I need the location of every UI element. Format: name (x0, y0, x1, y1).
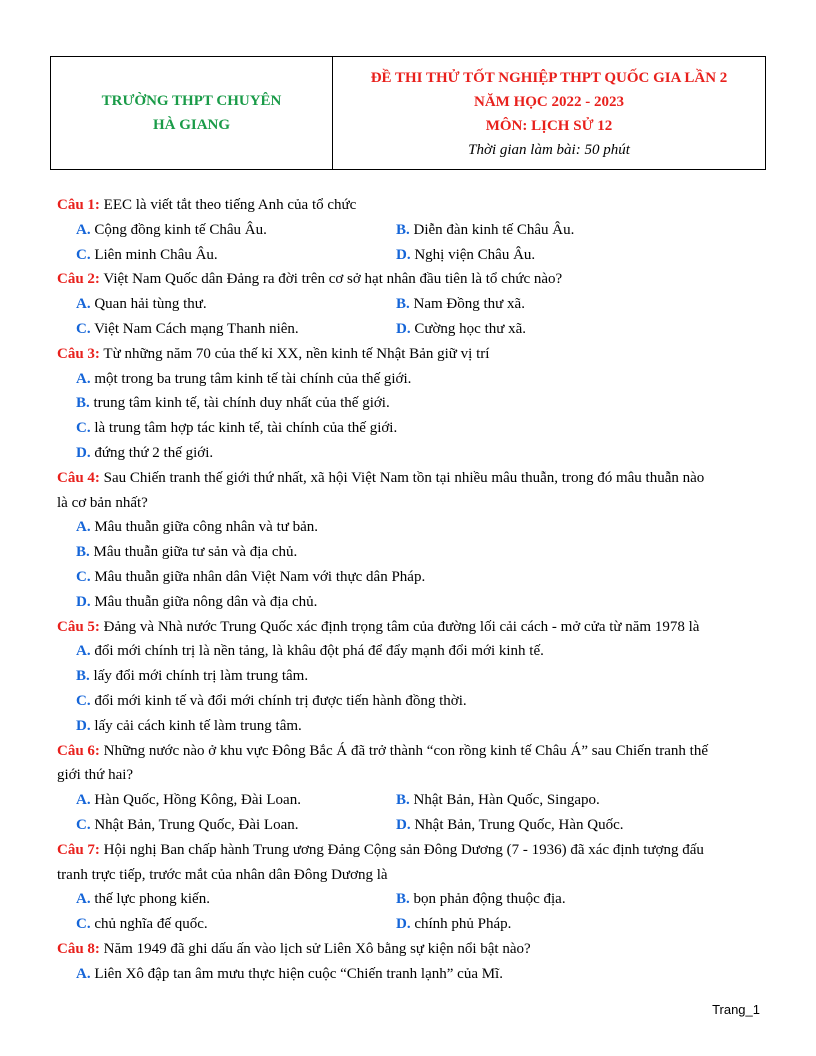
option-d: D. chính phủ Pháp. (396, 916, 512, 933)
option-b: B. bọn phản động thuộc địa. (396, 891, 566, 908)
question-3 (57, 342, 767, 367)
question-6 (57, 739, 767, 764)
option-b: B. trung tâm kinh tế, tài chính duy nhất của thế giới. (76, 395, 390, 412)
question-number: Câu 7: (57, 841, 100, 858)
question-number: Câu 6: (57, 742, 100, 759)
question-5 (57, 615, 767, 640)
option-c: C. Mâu thuẫn giữa nhân dân Việt Nam với thực dân Pháp. (76, 568, 426, 585)
option-c: C. Nhật Bản, Trung Quốc, Đài Loan. (76, 816, 299, 833)
option-a: A. Quan hải tùng thư. (76, 296, 207, 313)
option-a: A. Cộng đồng kinh tế Châu Âu. (76, 221, 267, 238)
question-text: EEC là viết tắt theo tiếng Anh của tổ chức (103, 197, 357, 213)
option-b: B. Diễn đàn kinh tế Châu Âu. (396, 221, 575, 238)
question-text: Việt Nam Quốc dân Đảng ra đời trên cơ sở hạt nhân đầu tiên là tổ chức nào? (103, 271, 563, 288)
option-c: C. Việt Nam Cách mạng Thanh niên. (76, 320, 299, 337)
duration: Thời gian làm bài: 50 phút (468, 142, 630, 158)
question-text-continued: tranh trực tiếp, trước mắt của nhân dân Đông Dương là (57, 866, 388, 883)
question-4 (57, 466, 767, 491)
option-b: B. lấy đổi mới chính trị làm trung tâm. (76, 668, 309, 685)
question-number: Câu 8: (57, 940, 100, 957)
page-number: Trang_1 (712, 1002, 760, 1017)
exam-info-cell (333, 57, 765, 169)
question-number: Câu 1: (57, 197, 100, 213)
subject: MÔN: LỊCH SỬ 12 (485, 118, 613, 134)
option-d: D. Nhật Bản, Trung Quốc, Hàn Quốc. (396, 816, 624, 833)
option-c: C. đổi mới kinh tế và đổi mới chính trị được tiến hành đồng thời. (76, 692, 467, 709)
option-a: A. Mâu thuẫn giữa công nhân và tư bản. (76, 519, 319, 536)
school-year: NĂM HỌC 2022 - 2023 (474, 94, 624, 110)
option-a: A. đổi mới chính trị là nền tảng, là khâu đột phá để đẩy mạnh đổi mới kinh tế. (76, 643, 544, 660)
option-d: D. lấy cải cách kinh tế làm trung tâm. (76, 717, 302, 734)
option-a: A. Liên Xô đập tan âm mưu thực hiện cuộc “Chiến tranh lạnh” của Mĩ. (76, 965, 503, 982)
question-text-continued: giới thứ hai? (57, 767, 134, 784)
question-number: Câu 4: (57, 469, 100, 486)
question-2 (57, 267, 767, 292)
option-a: A. Hàn Quốc, Hồng Kông, Đài Loan. (76, 792, 301, 809)
question-1 (57, 193, 767, 218)
school-line-1: TRƯỜNG THPT CHUYÊN (101, 93, 282, 109)
question-text: Đảng và Nhà nước Trung Quốc xác định trọng tâm của đường lối cải cách - mở cửa từ năm 1978 là (103, 618, 700, 635)
option-b: B. Nam Đồng thư xã. (396, 296, 525, 313)
option-a: A. thế lực phong kiến. (76, 891, 210, 908)
option-d: D. đứng thứ 2 thế giới. (76, 444, 214, 461)
question-text: Năm 1949 đã ghi dấu ấn vào lịch sử Liên Xô bằng sự kiện nổi bật nào? (103, 940, 531, 957)
option-c: C. chủ nghĩa đế quốc. (76, 916, 208, 933)
option-c: C. Liên minh Châu Âu. (76, 246, 218, 263)
question-7 (57, 838, 767, 863)
question-number: Câu 2: (57, 271, 100, 288)
option-d: D. Cường học thư xã. (396, 320, 527, 337)
question-text: Những nước nào ở khu vực Đông Bắc Á đã trở thành “con rồng kinh tế Châu Á” sau Chiến tranh thế (103, 742, 708, 759)
question-text: Hội nghị Ban chấp hành Trung ương Đảng Cộng sản Đông Dương (7 - 1936) đã xác định tượng đấu (103, 841, 704, 858)
school-line-2: HÀ GIANG (152, 117, 231, 133)
question-text: Sau Chiến tranh thế giới thứ nhất, xã hội Việt Nam tồn tại nhiều mâu thuẫn, trong đó mâu thuẫn nào (103, 469, 705, 486)
option-a: A. một trong ba trung tâm kinh tế tài chính của thế giới. (76, 370, 412, 387)
question-list (57, 193, 767, 987)
option-b: B. Nhật Bản, Hàn Quốc, Singapo. (396, 792, 600, 809)
option-d: D. Mâu thuẫn giữa nông dân và địa chủ. (76, 593, 318, 610)
question-number: Câu 5: (57, 618, 100, 635)
option-c: C. là trung tâm hợp tác kinh tế, tài chính của thế giới. (76, 420, 398, 437)
question-text: Từ những năm 70 của thế kỉ XX, nền kinh tế Nhật Bản giữ vị trí (103, 345, 490, 362)
question-8 (57, 937, 767, 962)
exam-title: ĐỀ THI THỬ TỐT NGHIỆP THPT QUỐC GIA LẦN 2 (370, 70, 728, 86)
question-number: Câu 3: (57, 345, 100, 362)
option-b: B. Mâu thuẫn giữa tư sản và địa chủ. (76, 544, 298, 561)
school-name-cell (51, 57, 333, 169)
option-d: D. Nghị viện Châu Âu. (396, 246, 536, 263)
exam-header (50, 56, 766, 170)
question-text-continued: là cơ bản nhất? (57, 494, 148, 511)
